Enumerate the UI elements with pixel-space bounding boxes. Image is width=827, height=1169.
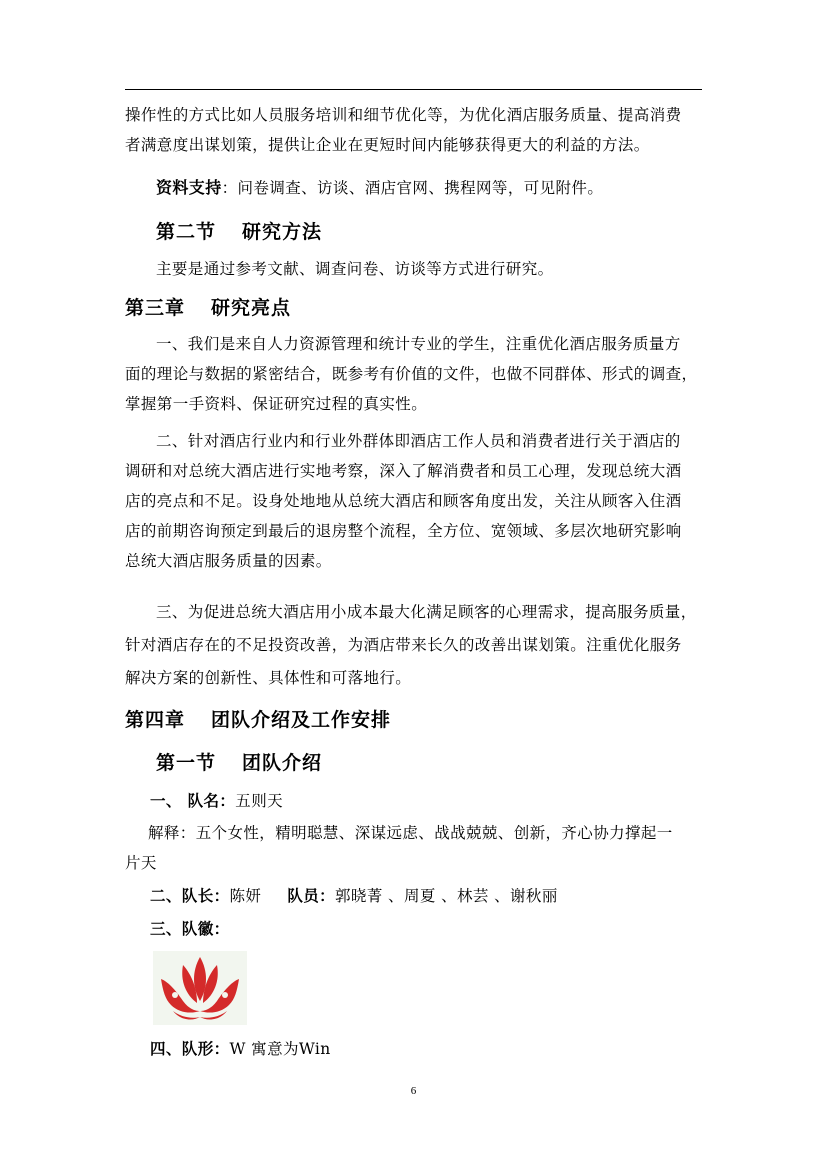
header-rule (125, 89, 702, 90)
intro-paragraph (125, 100, 702, 160)
leader-label: 二、队长： (150, 887, 230, 905)
intro-line-1: 操作性的方式比如人员服务培训和细节优化等，为优化酒店服务质量、提高消费 (125, 106, 682, 124)
chapter-4-number: 第四章 (125, 709, 186, 731)
method-paragraph (125, 254, 702, 284)
highlight-1-line-2: 面的理论与数据的紧密结合，既参考有价值的文件，也做不同群体、形式的调查， (125, 365, 698, 383)
chapter-4-heading (125, 705, 702, 732)
section-2-heading (156, 217, 733, 244)
highlight-1-line-3: 掌握第一手资料、保证研究过程的真实性。 (125, 395, 428, 413)
team-explain-line-1: 解释：五个女性，精明聪慧、深谋远虑、战战兢兢、创新，齐心协力撑起一 (148, 824, 673, 842)
section-1-name: 团队介绍 (242, 752, 323, 774)
chapter-4-name: 团队介绍及工作安排 (211, 709, 392, 731)
method-text: 主要是通过参考文献、调查问卷、访谈等方式进行研究。 (156, 260, 554, 278)
highlight-3 (125, 596, 702, 695)
chapter-3-heading (125, 293, 702, 320)
team-leader-row (150, 881, 727, 911)
highlight-1 (125, 329, 702, 419)
section-2-name: 研究方法 (242, 221, 323, 243)
highlight-3-line-2: 针对酒店存在的不足投资改善，为酒店带来长久的改善出谋划策。注重优化服务 (125, 636, 682, 654)
highlight-2-line-4: 店的前期咨询预定到最后的退房整个流程，全方位、宽领域、多层次地研究影响 (125, 522, 682, 540)
intro-line-2: 者满意度出谋划策，提供让企业在更短时间内能够获得更大的利益的方法。 (125, 136, 650, 154)
team-name-row (150, 786, 727, 816)
team-name-label: 一、 队名： (150, 792, 236, 810)
highlight-3-line-3: 解决方案的创新性、具体性和可落地行。 (125, 669, 412, 687)
section-2-number: 第二节 (156, 221, 217, 243)
highlight-3-line-1: 三、为促进总统大酒店用小成本最大化满足顾客的心理需求，提高服务质量， (156, 603, 697, 621)
team-name-value: 五则天 (235, 792, 283, 810)
highlight-1-line-1: 一、我们是来自人力资源管理和统计专业的学生，注重优化酒店服务质量方 (156, 335, 681, 353)
page-number: 6 (410, 1085, 417, 1097)
data-support-colon: ： (221, 179, 238, 197)
highlight-2-line-1: 二、针对酒店行业内和行业外群体即酒店工作人员和消费者进行关于酒店的 (156, 432, 681, 450)
chapter-3-number: 第三章 (125, 297, 186, 319)
highlight-2-line-2: 调研和对总统大酒店进行实地考察，深入了解消费者和员工心理，发现总统大酒 (125, 462, 682, 480)
members-label: 队员： (287, 887, 336, 905)
chapter-3-name: 研究亮点 (211, 297, 292, 319)
shape-label: 四、队形： (150, 1040, 230, 1058)
section-1-heading (156, 748, 733, 775)
highlight-2-line-5: 总统大酒店服务质量的因素。 (125, 552, 332, 570)
team-explain-line-2: 片天 (125, 854, 157, 872)
emblem-label: 三、队徽： (150, 920, 230, 938)
members-value: 郭晓菁 、周夏 、林芸 、谢秋丽 (335, 887, 558, 905)
team-shape-row (150, 1034, 727, 1064)
section-1-number: 第一节 (156, 752, 217, 774)
team-emblem-row (150, 914, 727, 944)
leader-value: 陈妍 (229, 887, 262, 905)
highlight-2-line-3: 店的亮点和不足。设身处地地从总统大酒店和顾客角度出发，关注从顾客入住酒 (125, 492, 682, 510)
shape-value: W 寓意为Win (229, 1040, 331, 1058)
team-explanation (125, 818, 702, 878)
data-support-text: 问卷调查、访谈、酒店官网、携程网等，可见附件。 (237, 179, 604, 197)
highlight-2 (125, 426, 702, 576)
data-support (125, 173, 702, 203)
lotus-w-emblem-icon (153, 951, 247, 1025)
data-support-label: 资料支持 (156, 178, 222, 197)
